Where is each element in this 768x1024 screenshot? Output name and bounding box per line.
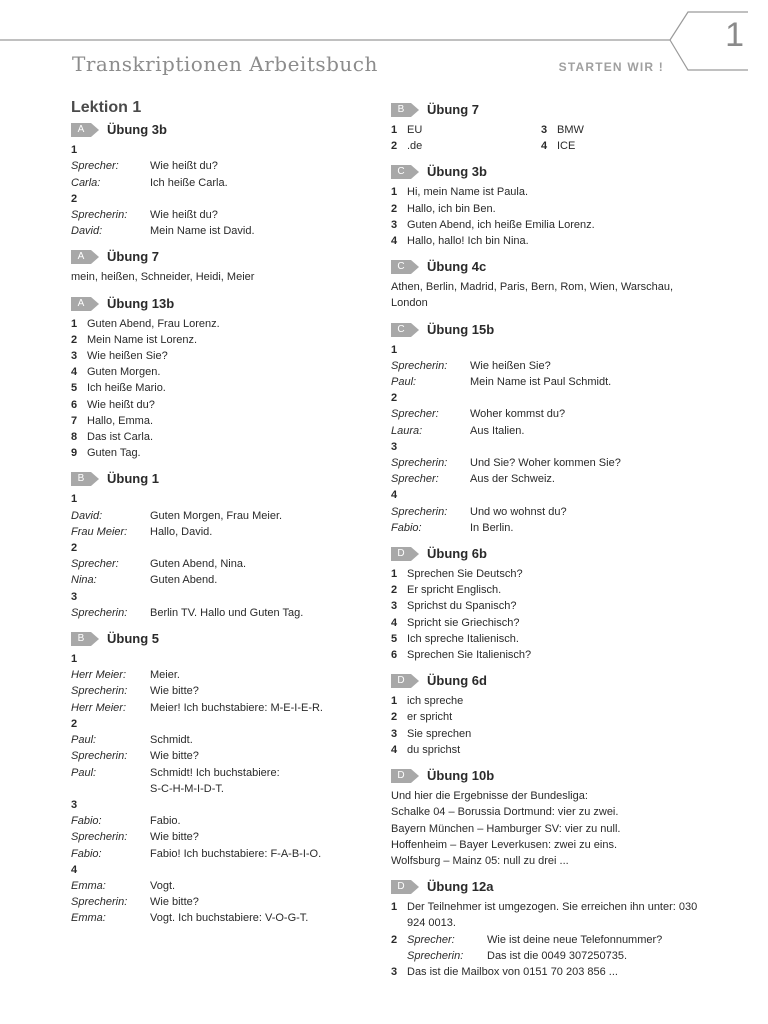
numbered-item xyxy=(391,964,701,980)
speaker-label: Sprecherin: xyxy=(391,359,448,372)
item-number: 5 xyxy=(391,632,398,645)
speaker-label: Sprecher: xyxy=(407,933,455,946)
numbered-item xyxy=(71,380,371,396)
chapter-number: 1 xyxy=(725,16,744,54)
dialog-line xyxy=(71,813,371,829)
numbered-item xyxy=(391,217,701,233)
text-line: Wolfsburg – Mainz 05: null zu drei ... xyxy=(391,854,569,867)
exercise-title: Übung 12a xyxy=(427,879,494,894)
item-number: 1 xyxy=(71,317,78,330)
exercise-block xyxy=(391,257,701,311)
utterance-text: Guten Morgen, Frau Meier. xyxy=(150,509,283,522)
exercise-badge: C xyxy=(391,260,411,274)
dialog-line xyxy=(71,765,371,781)
item-number: 7 xyxy=(71,414,78,427)
exercise-header xyxy=(391,877,701,897)
exercise-badge: C xyxy=(391,165,411,179)
dialog-line xyxy=(391,471,701,487)
speaker-label: Sprecherin: xyxy=(71,896,128,909)
speaker-label xyxy=(71,781,150,797)
item-number: 6 xyxy=(71,398,78,411)
item-number: 1 xyxy=(391,568,398,581)
speaker-label: Paul: xyxy=(71,766,97,779)
speaker-label: Emma: xyxy=(71,912,106,925)
utterance-text: Wie heißt du? xyxy=(150,209,218,222)
item-number: 2 xyxy=(71,333,78,346)
item-number: 2 xyxy=(391,933,398,946)
numbered-item xyxy=(541,122,691,138)
speaker-label: Sprecher: xyxy=(391,473,439,486)
exercise-title: Übung 3b xyxy=(107,122,167,138)
exercise-title: Übung 7 xyxy=(107,249,159,265)
item-text: Hallo, Emma. xyxy=(87,414,154,427)
exercise-block xyxy=(391,320,701,536)
dialog-line xyxy=(71,605,371,621)
utterance-text: Wie bitte? xyxy=(150,685,199,698)
speaker-label: Fabio: xyxy=(71,847,102,860)
speaker-label: Sprecher: xyxy=(391,408,439,421)
item-text: Hallo, hallo! Ich bin Nina. xyxy=(407,235,529,248)
speaker-label: David: xyxy=(71,225,103,238)
numbered-item xyxy=(71,316,371,332)
item-text: Mein Name ist Lorenz. xyxy=(87,333,198,346)
item-number: 3 xyxy=(391,600,398,613)
item-number: 3 xyxy=(71,350,78,363)
exercise-badge: D xyxy=(391,769,411,783)
item-text: Sprichst du Spanisch? xyxy=(407,600,517,613)
exercise-header xyxy=(71,629,371,649)
numbered-item xyxy=(391,233,701,249)
item-number: 2 xyxy=(391,584,398,597)
numbered-item xyxy=(391,693,701,709)
item-number: 3 xyxy=(541,124,548,136)
utterance-text: Guten Abend. xyxy=(150,574,218,587)
numbered-item xyxy=(71,445,371,461)
exercise-block xyxy=(71,120,371,239)
exercise-badge: A xyxy=(71,250,91,264)
item-text: Der Teilnehmer ist umgezogen. Sie erreichen ihn unter: 030 924 0013. xyxy=(407,901,698,930)
speaker-label: Emma: xyxy=(71,879,106,892)
exercise-block xyxy=(391,100,701,154)
item-number: 4 xyxy=(391,616,398,629)
utterance-text: Woher kommst du? xyxy=(470,408,566,421)
dialog-number: 4 xyxy=(71,863,78,876)
speaker-label: Sprecherin: xyxy=(407,949,464,962)
dialog-number: 3 xyxy=(71,798,78,811)
dialog-number: 1 xyxy=(71,144,78,157)
utterance-text: Und wo wohnst du? xyxy=(470,505,567,518)
item-text: Hallo, ich bin Ben. xyxy=(407,202,496,215)
speaker-label: Herr Meier: xyxy=(71,669,127,682)
item-text: EU xyxy=(407,124,423,136)
dialog-number: 1 xyxy=(391,343,398,356)
utterance-text: Vogt. Ich buchstabiere: V-O-G-T. xyxy=(150,912,309,925)
exercise-badge: A xyxy=(71,297,91,311)
dialog-line xyxy=(71,667,371,683)
item-text: Ich heiße Mario. xyxy=(87,382,166,395)
numbered-item xyxy=(391,122,541,138)
item-text: Sprechen Sie Italienisch? xyxy=(407,649,532,662)
page-header xyxy=(0,0,768,100)
dialog-line xyxy=(71,878,371,894)
numbered-item xyxy=(391,201,701,217)
exercise-header xyxy=(391,671,701,691)
dialog-number: 2 xyxy=(71,542,78,555)
header-frame xyxy=(0,0,768,100)
right-column xyxy=(391,100,701,988)
speaker-label: Sprecherin: xyxy=(71,831,128,844)
speaker-label: Paul: xyxy=(71,734,97,747)
item-number: 4 xyxy=(391,235,398,248)
item-text: du sprichst xyxy=(407,743,461,756)
utterance-text: Mein Name ist Paul Schmidt. xyxy=(470,376,612,389)
utterance-text: Fabio. xyxy=(150,815,181,828)
item-number: 2 xyxy=(391,202,398,215)
numbered-item xyxy=(71,397,371,413)
item-body xyxy=(407,932,701,964)
item-text: Spricht sie Griechisch? xyxy=(407,616,520,629)
exercise-header xyxy=(391,162,701,182)
utterance-text: Fabio! Ich buchstabiere: F-A-B-I-O. xyxy=(150,847,322,860)
exercise-header xyxy=(71,120,371,140)
item-text: Er spricht Englisch. xyxy=(407,584,502,597)
speaker-label: Herr Meier: xyxy=(71,701,127,714)
utterance-text: Wie bitte? xyxy=(150,896,199,909)
exercise-title: Übung 6b xyxy=(427,545,487,561)
utterance-text: Wie bitte? xyxy=(150,750,199,763)
item-text: Das ist Carla. xyxy=(87,431,154,444)
item-number: 9 xyxy=(71,447,78,460)
dialog-line xyxy=(71,508,371,524)
speaker-label: Fabio: xyxy=(391,521,422,534)
dialog-line xyxy=(71,158,371,174)
speaker-label: Sprecherin: xyxy=(71,209,128,222)
item-number: 1 xyxy=(391,901,398,914)
numbered-item xyxy=(391,566,701,582)
item-line xyxy=(407,899,701,931)
dialog-number: 1 xyxy=(71,493,78,506)
dialog-number: 2 xyxy=(71,717,78,730)
exercise-header xyxy=(71,469,371,489)
text-line: Und hier die Ergebnisse der Bundesliga: xyxy=(391,790,588,803)
exercise-text: mein, heißen, Schneider, Heidi, Meier xyxy=(71,271,255,284)
exercise-header xyxy=(71,294,371,314)
item-text: Wie heißen Sie? xyxy=(87,350,168,363)
item-number: 3 xyxy=(391,727,398,740)
exercise-block xyxy=(391,544,701,663)
dialog-line xyxy=(71,683,371,699)
exercise-title: Übung 6d xyxy=(427,673,487,689)
exercise-block xyxy=(71,247,371,285)
dialog-line xyxy=(71,748,371,764)
utterance-text: Meier. xyxy=(150,669,180,682)
item-text: Wie ist deine neue Telefonnummer? xyxy=(487,933,663,946)
exercise-header xyxy=(391,766,701,786)
dialog-number: 3 xyxy=(71,590,78,603)
exercise-header xyxy=(391,100,701,120)
text-line: Bayern München – Hamburger SV: vier zu null. xyxy=(391,822,621,835)
exercise-badge: D xyxy=(391,674,411,688)
utterance-text: Meier! Ich buchstabiere: M-E-I-E-R. xyxy=(150,701,323,714)
item-text: Sie sprechen xyxy=(407,727,472,740)
item-text: Guten Abend, Frau Lorenz. xyxy=(87,317,220,330)
dialog-line xyxy=(71,829,371,845)
numbered-item xyxy=(391,932,701,964)
dialog-line xyxy=(391,504,701,520)
dialog-line xyxy=(391,374,701,390)
exercise-title: Übung 4c xyxy=(427,259,487,275)
numbered-item xyxy=(71,348,371,364)
speaker-label: Carla: xyxy=(71,176,101,189)
answer-grid xyxy=(391,122,701,154)
exercise-badge: B xyxy=(71,632,91,646)
utterance-text: Ich heiße Carla. xyxy=(150,176,228,189)
speaker-label: David: xyxy=(71,509,103,522)
dialog-line xyxy=(71,732,371,748)
item-text: Ich spreche Italienisch. xyxy=(407,632,519,645)
speaker-label: Sprecherin: xyxy=(71,685,128,698)
item-text: Sprechen Sie Deutsch? xyxy=(407,568,523,581)
numbered-item xyxy=(391,726,701,742)
dialog-number: 4 xyxy=(391,489,398,502)
numbered-item xyxy=(391,647,701,663)
exercise-header xyxy=(71,247,371,267)
item-number: 3 xyxy=(391,218,398,231)
exercise-block xyxy=(391,766,701,869)
utterance-text: Vogt. xyxy=(150,879,176,892)
dialog-line xyxy=(71,524,371,540)
item-text: Guten Morgen. xyxy=(87,366,161,379)
item-body xyxy=(407,964,701,980)
utterance-text: Mein Name ist David. xyxy=(150,225,255,238)
dialog-line xyxy=(391,455,701,471)
exercise-header xyxy=(391,257,701,277)
item-number: 2 xyxy=(391,140,398,153)
utterance-text: Aus der Schweiz. xyxy=(470,473,555,486)
numbered-item xyxy=(391,742,701,758)
speaker-label: Sprecherin: xyxy=(391,505,448,518)
item-number: 2 xyxy=(391,711,398,724)
dialog-number: 1 xyxy=(71,653,78,666)
dialog-line xyxy=(391,358,701,374)
text-line: Schalke 04 – Borussia Dortmund: vier zu zwei. xyxy=(391,806,619,819)
speaker-label: Fabio: xyxy=(71,815,102,828)
dialog-line xyxy=(71,894,371,910)
item-text: Hi, mein Name ist Paula. xyxy=(407,186,529,199)
item-number: 4 xyxy=(71,366,78,379)
item-number: 1 xyxy=(391,124,398,136)
speaker-label: Sprecherin: xyxy=(71,606,128,619)
exercise-title: Übung 5 xyxy=(107,630,159,646)
item-number: 3 xyxy=(391,965,398,978)
utterance-text: Wie heißen Sie? xyxy=(470,359,551,372)
item-text: ich spreche xyxy=(407,695,464,708)
dialog-number: 3 xyxy=(391,440,398,453)
utterance-text: Schmidt. xyxy=(150,734,193,747)
speaker-label: Sprecher: xyxy=(71,160,119,173)
exercise-text: Athen, Berlin, Madrid, Paris, Bern, Rom, Wien, Warschau, London xyxy=(391,281,674,310)
exercise-block xyxy=(71,294,371,462)
item-number: 8 xyxy=(71,431,78,444)
exercise-title: Übung 3b xyxy=(427,164,487,180)
left-column xyxy=(71,100,371,935)
dialog-line xyxy=(71,223,371,239)
utterance-text: Berlin TV. Hallo und Guten Tag. xyxy=(150,606,304,619)
numbered-item xyxy=(391,899,701,931)
item-number: 6 xyxy=(391,649,398,662)
item-number: 4 xyxy=(541,140,548,153)
numbered-item xyxy=(391,582,701,598)
utterance-text: Schmidt! Ich buchstabiere: xyxy=(150,766,280,779)
dialog-line xyxy=(71,846,371,862)
speaker-label: Laura: xyxy=(391,424,423,437)
exercise-block xyxy=(71,629,371,926)
numbered-item xyxy=(71,332,371,348)
item-line xyxy=(407,932,701,948)
utterance-text: In Berlin. xyxy=(470,521,514,534)
exercise-title: Übung 7 xyxy=(427,101,479,117)
dialog-line xyxy=(71,572,371,588)
text-line: Hoffenheim – Bayer Leverkusen: zwei zu eins. xyxy=(391,838,618,851)
speaker-label: Sprecher: xyxy=(71,558,119,571)
exercise-block xyxy=(391,671,701,758)
numbered-item xyxy=(391,709,701,725)
item-line xyxy=(407,964,701,980)
item-number: 1 xyxy=(391,695,398,708)
exercise-block xyxy=(391,162,701,249)
dialog-line xyxy=(391,520,701,536)
item-text: Guten Abend, ich heiße Emilia Lorenz. xyxy=(407,218,595,231)
item-number: 1 xyxy=(391,186,398,199)
numbered-item xyxy=(391,598,701,614)
dialog-number: 2 xyxy=(71,192,78,205)
exercise-badge: D xyxy=(391,547,411,561)
dialog-line xyxy=(71,556,371,572)
numbered-item xyxy=(541,138,691,154)
dialog-line xyxy=(71,781,371,797)
document-title: Transkriptionen Arbeitsbuch xyxy=(72,52,378,76)
numbered-item xyxy=(71,429,371,445)
speaker-label: Sprecherin: xyxy=(391,457,448,470)
utterance-text: Und Sie? Woher kommen Sie? xyxy=(470,457,621,470)
numbered-item xyxy=(391,184,701,200)
exercise-badge: B xyxy=(71,472,91,486)
speaker-label: Nina: xyxy=(71,574,97,587)
exercise-badge: D xyxy=(391,880,411,894)
item-number: 4 xyxy=(391,743,398,756)
item-number: 5 xyxy=(71,382,78,395)
section-tag: STARTEN WIR ! xyxy=(558,60,664,74)
dialog-line xyxy=(71,700,371,716)
lesson-heading: Lektion 1 xyxy=(71,99,142,116)
utterance-text: Guten Abend, Nina. xyxy=(150,558,247,571)
dialog-number: 2 xyxy=(391,392,398,405)
exercise-block xyxy=(391,877,701,980)
numbered-item xyxy=(391,615,701,631)
exercise-title: Übung 10b xyxy=(427,767,495,783)
numbered-item xyxy=(391,631,701,647)
item-line xyxy=(407,948,701,964)
numbered-item xyxy=(71,413,371,429)
item-text: BMW xyxy=(557,124,584,136)
item-text: ICE xyxy=(557,140,576,153)
speaker-label: Sprecherin: xyxy=(71,750,128,763)
item-text: Das ist die 0049 307250735. xyxy=(487,949,628,962)
utterance-text: Aus Italien. xyxy=(470,424,525,437)
utterance-text: Wie heißt du? xyxy=(150,160,218,173)
item-text: Guten Tag. xyxy=(87,447,141,460)
item-text: .de xyxy=(407,140,423,153)
exercise-title: Übung 13b xyxy=(107,295,175,311)
utterance-text: Hallo, David. xyxy=(150,525,213,538)
numbered-item xyxy=(71,364,371,380)
exercise-block xyxy=(71,469,371,621)
exercise-header xyxy=(391,320,701,340)
utterance-text: Wie bitte? xyxy=(150,831,199,844)
dialog-line xyxy=(71,175,371,191)
item-text: Das ist die Mailbox von 0151 70 203 856 ... xyxy=(407,965,618,978)
exercise-title: Übung 15b xyxy=(427,321,495,337)
item-text: er spricht xyxy=(407,711,453,724)
utterance-text: S-C-H-M-I-D-T. xyxy=(150,782,224,795)
item-text: Wie heißt du? xyxy=(87,398,155,411)
exercise-badge: B xyxy=(391,103,411,117)
item-body xyxy=(407,899,701,931)
speaker-label: Frau Meier: xyxy=(71,525,128,538)
exercise-badge: C xyxy=(391,323,411,337)
exercise-badge: A xyxy=(71,123,91,137)
exercise-title: Übung 1 xyxy=(107,471,159,487)
speaker-label: Paul: xyxy=(391,376,417,389)
exercise-header xyxy=(391,544,701,564)
dialog-line xyxy=(71,910,371,926)
numbered-item xyxy=(391,138,541,154)
dialog-line xyxy=(71,207,371,223)
dialog-line xyxy=(391,423,701,439)
dialog-line xyxy=(391,406,701,422)
